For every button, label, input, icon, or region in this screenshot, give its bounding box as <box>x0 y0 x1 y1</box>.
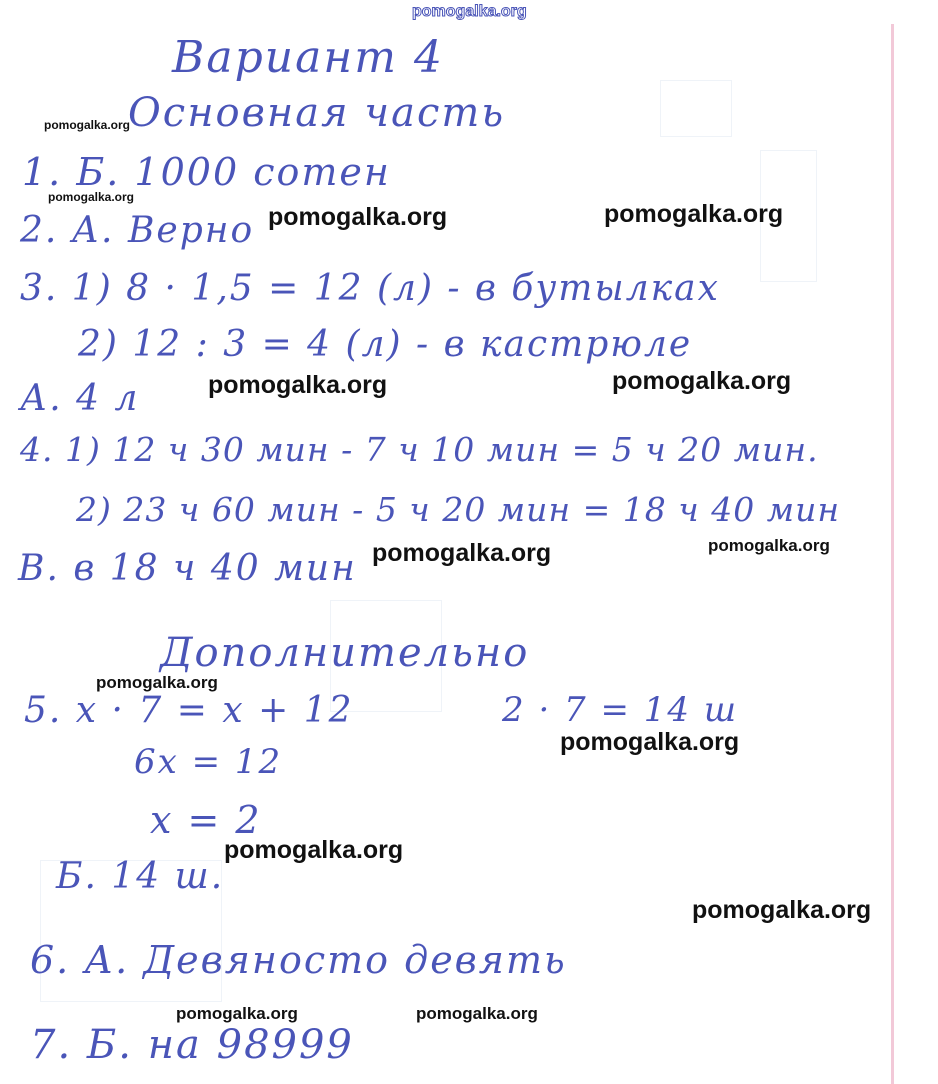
answer-line-6: 6. А. Девяносто девять <box>30 938 567 982</box>
answer-line-5-step-3: х = 2 <box>150 798 262 842</box>
answer-line-5-result: Б. 14 ш. <box>56 856 225 897</box>
watermark: pomogalka.org <box>416 1004 538 1023</box>
watermark: pomogalka.org <box>372 539 552 567</box>
answer-line-4-step-2: 2) 23 ч 60 мин - 5 ч 20 мин = 18 ч 40 мин <box>76 490 841 529</box>
answer-line-2: 2. А. Верно <box>20 210 255 251</box>
answer-line-5-side-calc: 2 · 7 = 14 ш <box>502 690 739 730</box>
answer-line-3-step-1: 3. 1) 8 · 1,5 = 12 (л) - в бутылках <box>20 268 720 309</box>
extra-section-title: Дополнительно <box>160 630 530 676</box>
section-title: Основная часть <box>128 90 506 136</box>
answer-line-4-result: В. в 18 ч 40 мин <box>18 548 357 589</box>
watermark: pomogalka.org <box>612 367 792 395</box>
header-site-name: pomogalka.org <box>412 3 527 20</box>
watermark: pomogalka.org <box>708 536 830 555</box>
watermark: pomogalka.org <box>268 203 448 231</box>
watermark: pomogalka.org <box>176 1004 298 1023</box>
answer-line-5-step-2: 6х = 12 <box>134 742 283 782</box>
watermark: pomogalka.org <box>48 190 135 204</box>
grid-ghost <box>660 80 732 137</box>
answer-line-3-step-2: 2) 12 : 3 = 4 (л) - в кастрюле <box>78 324 693 365</box>
watermark: pomogalka.org <box>224 836 404 864</box>
answer-line-7: 7. Б. на 98999 <box>30 1022 354 1068</box>
answer-line-5-equation: 5. х · 7 = х + 12 <box>24 690 354 731</box>
answer-line-4-step-1: 4. 1) 12 ч 30 мин - 7 ч 10 мин = 5 ч 20 мин. <box>20 430 819 469</box>
watermark: pomogalka.org <box>560 728 740 756</box>
variant-title: Вариант 4 <box>172 32 444 83</box>
watermark: pomogalka.org <box>604 200 784 228</box>
notebook-margin-line <box>891 24 894 1084</box>
answer-line-1: 1. Б. 1000 сотен <box>22 150 391 194</box>
watermark: pomogalka.org <box>96 673 218 692</box>
answer-line-3-result: А. 4 л <box>20 378 140 419</box>
watermark: pomogalka.org <box>692 896 872 924</box>
watermark: pomogalka.org <box>208 371 388 399</box>
watermark: pomogalka.org <box>44 118 131 132</box>
